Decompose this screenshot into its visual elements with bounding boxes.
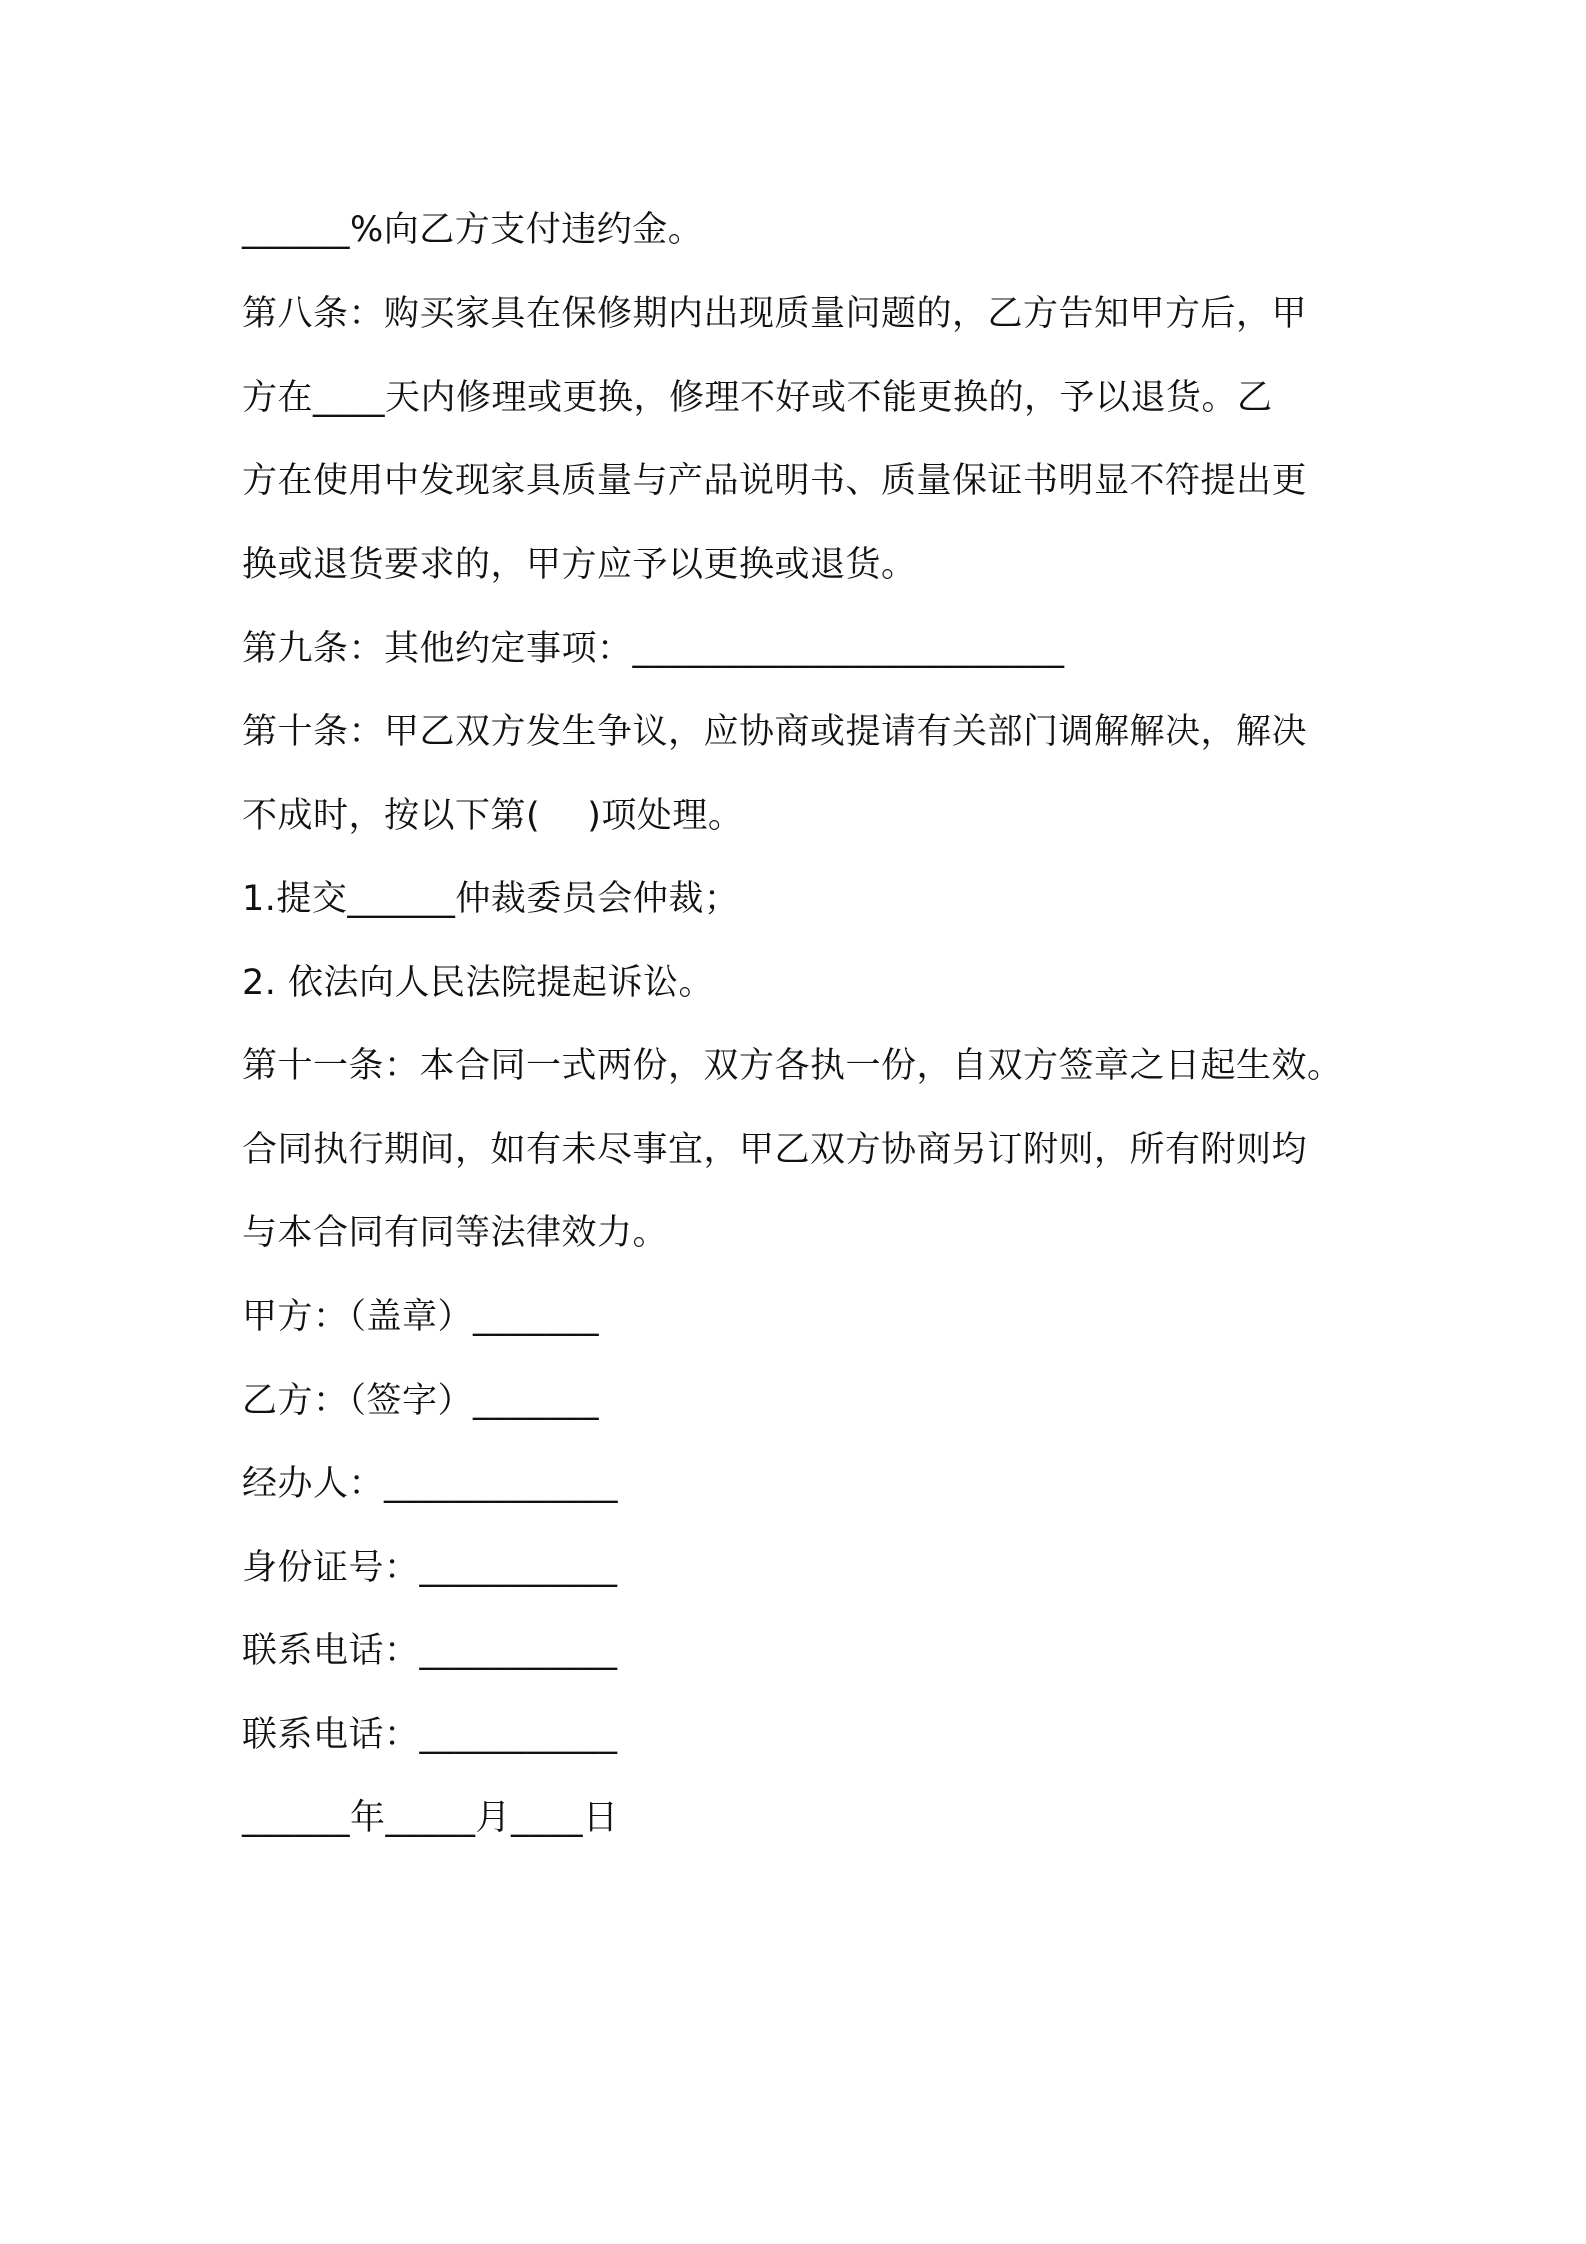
text-line: 2. 依法向人民法院提起诉讼。	[242, 963, 715, 1003]
signature-line: 乙方：（签字）_______	[242, 1381, 600, 1421]
text-line: 第九条：其他约定事项：________________________	[242, 629, 1065, 669]
signature-line: 身份证号：___________	[242, 1548, 618, 1588]
text-line: 第八条：购买家具在保修期内出现质量问题的，乙方告知甲方后，甲	[242, 294, 1308, 334]
signature-line: 联系电话：___________	[242, 1631, 618, 1671]
signature-line: 甲方：（盖章）_______	[242, 1297, 600, 1337]
text-line: 1.提交______仲裁委员会仲裁；	[242, 879, 740, 919]
signature-line: 联系电话：___________	[242, 1715, 618, 1755]
text-line: 方在使用中发现家具质量与产品说明书、质量保证书明显不符提出更	[242, 461, 1308, 501]
text-line: 方在____天内修理或更换，修理不好或不能更换的，予以退货。乙	[242, 378, 1273, 418]
signature-line: 经办人：_____________	[242, 1464, 619, 1504]
text-line: 不成时，按以下第( )项处理。	[242, 796, 744, 836]
text-line: 与本合同有同等法律效力。	[242, 1213, 669, 1253]
date-line: ______年_____月____日	[242, 1798, 619, 1838]
text-line: 合同执行期间，如有未尽事宜，甲乙双方协商另订附则，所有附则均	[242, 1130, 1308, 1170]
text-line: ______%向乙方支付违约金。	[242, 210, 704, 250]
text-line: 第十一条：本合同一式两份，双方各执一份，自双方签章之日起生效。	[242, 1046, 1343, 1086]
text-line: 换或退货要求的，甲方应予以更换或退货。	[242, 545, 917, 585]
text-line: 第十条：甲乙双方发生争议，应协商或提请有关部门调解解决，解决	[242, 712, 1308, 752]
